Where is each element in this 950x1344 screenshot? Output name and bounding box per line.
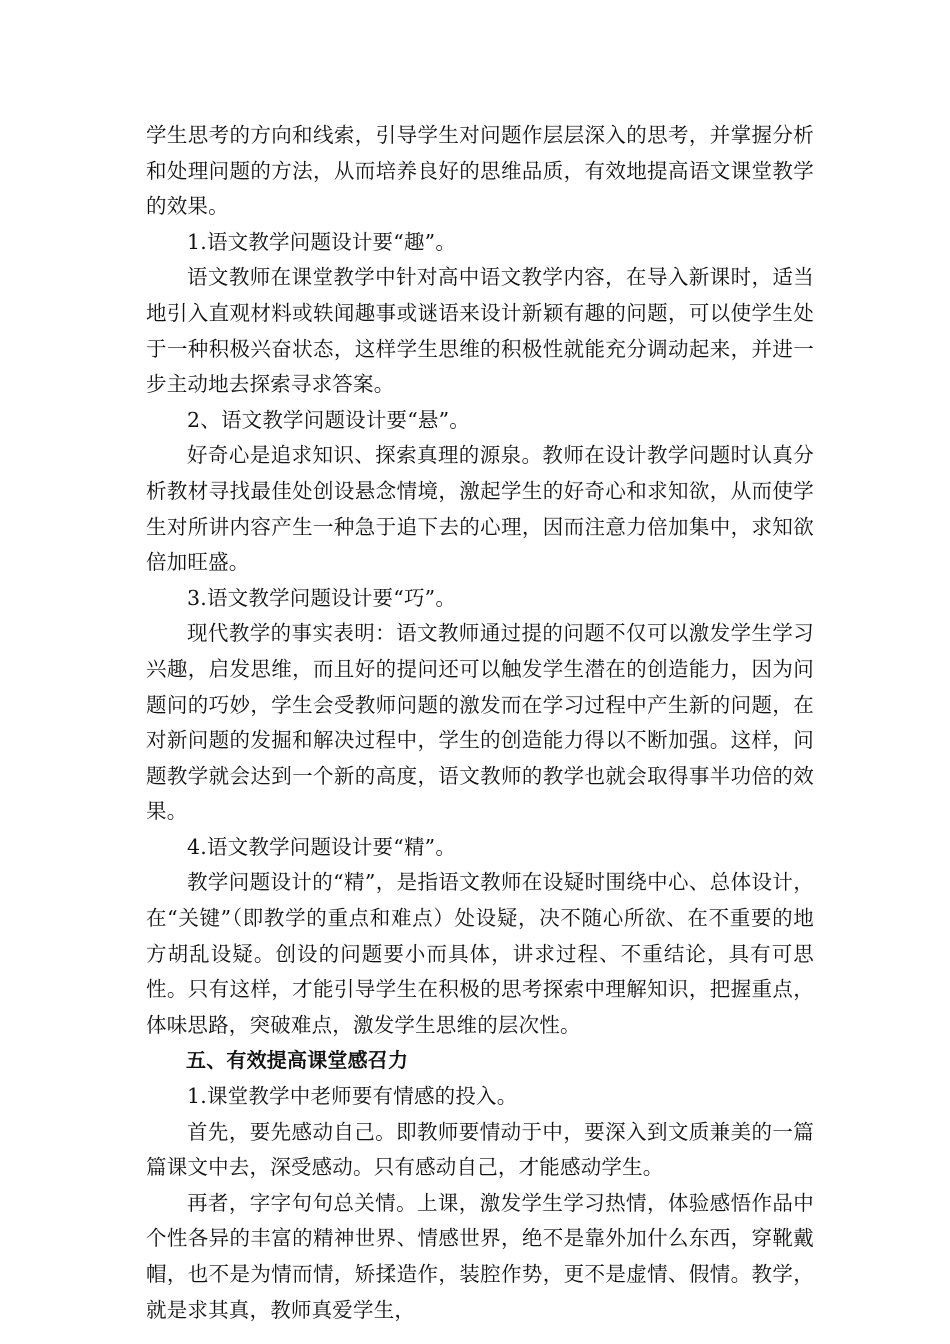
document-body — [146, 118, 814, 1328]
paragraph: 语文教师在课堂教学中针对高中语文教学内容，在导入新课时，适当地引入直观材料或轶闻趣事或谜语来设计新颖有趣的问题，可以使学生处于一种积极兴奋状态，这样学生思维的积极性就能充分调动起来，并进一步主动地去探索寻求答案。 — [146, 265, 814, 397]
paragraph: 教学问题设计的“精”，是指语文教师在设疑时围绕中心、总体设计，在“关键”（即教学的重点和难点）处设疑，决不随心所欲、在不重要的地方胡乱设疑。创设的问题要小而具体，讲求过程、不重结论，具有可思性。只有这样，才能引导学生在积极的思考探索中理解知识，把握重点，体味思路，突破难点，激发学生思维的层次性。 — [146, 870, 814, 1037]
paragraph: 学生思考的方向和线索，引导学生对问题作层层深入的思考，并掌握分析和处理问题的方法，从而培养良好的思维品质，有效地提高语文课堂教学的效果。 — [146, 123, 814, 219]
paragraph: 现代教学的事实表明：语文教师通过提的问题不仅可以激发学生学习兴趣，启发思维，而且好的提问还可以触发学生潜在的创造能力，因为问题问的巧妙，学生会受教师问题的激发而在学习过程中产生新的问题，在对新问题的发掘和解决过程中，学生的创造能力得以不断加强。这样，问题教学就会达到一个新的高度，语文教师的教学也就会取得事半功倍的效果。 — [146, 621, 814, 824]
paragraph: 再者，字字句句总关情。上课，激发学生学习热情，体验感悟作品中个性各异的丰富的精神世界、情感世界，绝不是靠外加什么东西，穿靴戴帽，也不是为情而情，矫揉造作，装腔作势，更不是虚情、假情。教学，就是求其真，教师真爱学生， — [146, 1190, 814, 1322]
paragraph: 好奇心是追求知识、探索真理的源泉。教师在设计教学问题时认真分析教材寻找最佳处创设悬念情境，激起学生的好奇心和求知欲，从而使学生对所讲内容产生一种急于追下去的心理，因而注意力倍加集中，求知欲倍加旺盛。 — [146, 443, 814, 575]
list-item-heading: 3.语文教学问题设计要“巧”。 — [187, 585, 457, 610]
list-item-heading: 4.语文教学问题设计要“精”。 — [187, 834, 457, 859]
paragraph: 首先，要先感动自己。即教师要情动于中，要深入到文质兼美的一篇篇课文中去，深受感动。只有感动自己，才能感动学生。 — [146, 1119, 814, 1180]
list-item-heading: 1.语文教学问题设计要“趣”。 — [187, 229, 457, 254]
section-heading: 五、有效提高课堂感召力 — [186, 1048, 409, 1073]
list-item-heading: 1.课堂教学中老师要有情感的投入。 — [187, 1084, 518, 1109]
list-item-heading: 2、语文教学问题设计要“悬”。 — [187, 407, 471, 432]
